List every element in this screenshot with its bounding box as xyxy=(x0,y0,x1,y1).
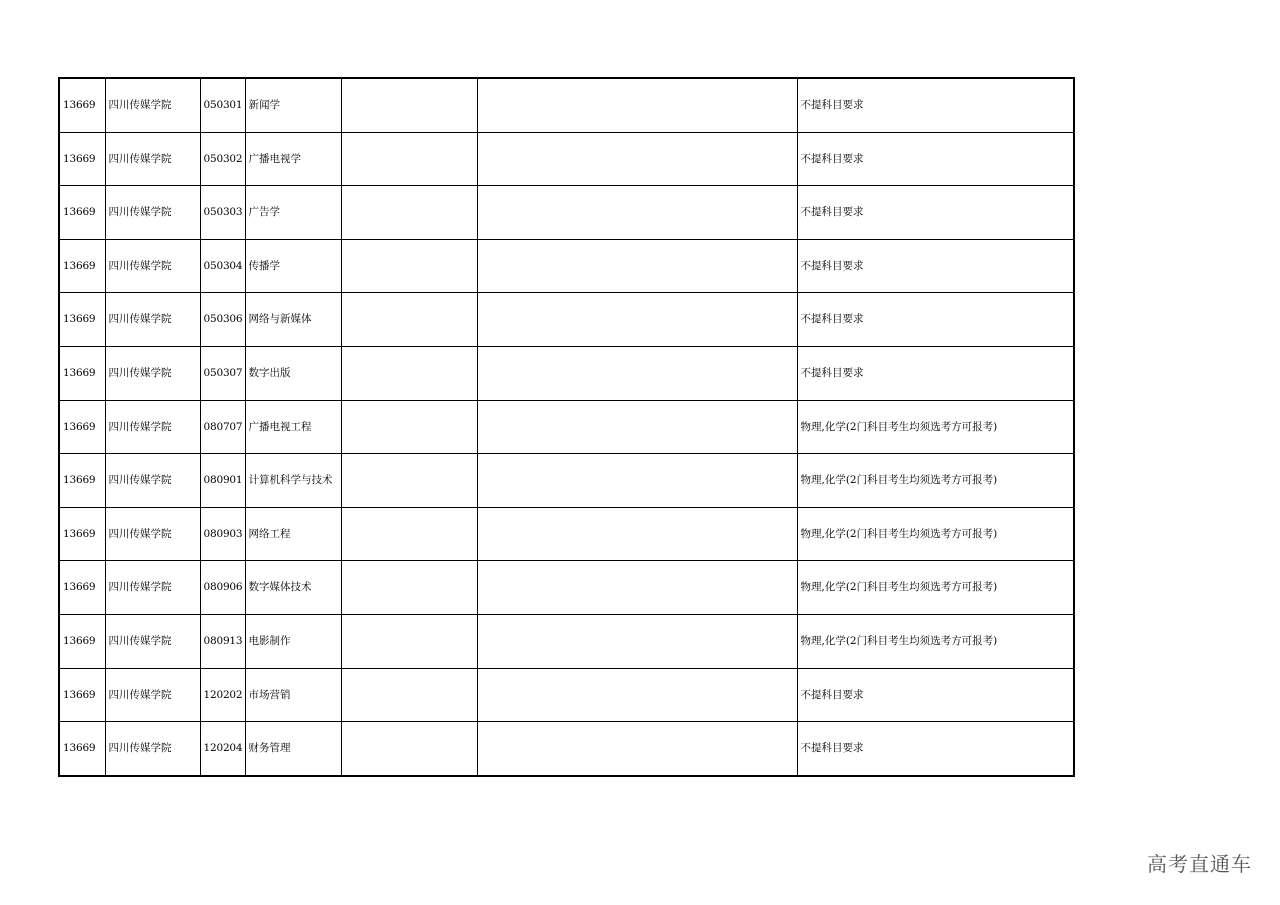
subject-requirement-cell: 不提科目要求 xyxy=(797,186,1074,240)
empty-cell xyxy=(477,668,797,722)
empty-cell xyxy=(341,132,477,186)
subject-requirement-cell: 不提科目要求 xyxy=(797,132,1074,186)
empty-cell xyxy=(477,614,797,668)
school-code-cell: 13669 xyxy=(59,186,105,240)
subject-requirement-cell: 物理,化学(2门科目考生均须选考方可报考) xyxy=(797,454,1074,508)
school-code-cell: 13669 xyxy=(59,346,105,400)
subject-requirement-cell: 不提科目要求 xyxy=(797,668,1074,722)
major-name-cell: 计算机科学与技术 xyxy=(245,454,341,508)
table-row xyxy=(59,722,1074,776)
school-code-cell: 13669 xyxy=(59,293,105,347)
table-body xyxy=(59,78,1074,776)
school-name-cell: 四川传媒学院 xyxy=(105,132,200,186)
empty-cell xyxy=(477,346,797,400)
subject-requirement-cell: 不提科目要求 xyxy=(797,346,1074,400)
major-name-cell: 数字媒体技术 xyxy=(245,561,341,615)
table-row xyxy=(59,454,1074,508)
major-code-cell: 080906 xyxy=(200,561,245,615)
empty-cell xyxy=(477,507,797,561)
major-code-cell: 080913 xyxy=(200,614,245,668)
major-name-cell: 传播学 xyxy=(245,239,341,293)
school-code-cell: 13669 xyxy=(59,239,105,293)
empty-cell xyxy=(341,400,477,454)
table-row xyxy=(59,400,1074,454)
empty-cell xyxy=(477,293,797,347)
school-code-cell: 13669 xyxy=(59,668,105,722)
table-row xyxy=(59,561,1074,615)
table-row xyxy=(59,78,1074,132)
major-name-cell: 数字出版 xyxy=(245,346,341,400)
empty-cell xyxy=(341,722,477,776)
major-name-cell: 广播电视学 xyxy=(245,132,341,186)
empty-cell xyxy=(341,668,477,722)
subject-requirement-cell: 物理,化学(2门科目考生均须选考方可报考) xyxy=(797,561,1074,615)
empty-cell xyxy=(477,400,797,454)
school-name-cell: 四川传媒学院 xyxy=(105,78,200,132)
school-code-cell: 13669 xyxy=(59,561,105,615)
empty-cell xyxy=(341,507,477,561)
major-name-cell: 广告学 xyxy=(245,186,341,240)
table-row xyxy=(59,132,1074,186)
school-code-cell: 13669 xyxy=(59,614,105,668)
school-code-cell: 13669 xyxy=(59,132,105,186)
table-row xyxy=(59,346,1074,400)
empty-cell xyxy=(341,293,477,347)
table-row xyxy=(59,239,1074,293)
empty-cell xyxy=(477,722,797,776)
subject-requirement-cell: 不提科目要求 xyxy=(797,78,1074,132)
school-name-cell: 四川传媒学院 xyxy=(105,614,200,668)
major-code-cell: 050304 xyxy=(200,239,245,293)
major-code-cell: 050306 xyxy=(200,293,245,347)
school-name-cell: 四川传媒学院 xyxy=(105,668,200,722)
school-name-cell: 四川传媒学院 xyxy=(105,400,200,454)
empty-cell xyxy=(477,561,797,615)
school-name-cell: 四川传媒学院 xyxy=(105,293,200,347)
school-name-cell: 四川传媒学院 xyxy=(105,454,200,508)
major-name-cell: 市场营销 xyxy=(245,668,341,722)
empty-cell xyxy=(477,454,797,508)
subject-requirement-cell: 不提科目要求 xyxy=(797,239,1074,293)
school-name-cell: 四川传媒学院 xyxy=(105,507,200,561)
empty-cell xyxy=(341,346,477,400)
major-code-cell: 050303 xyxy=(200,186,245,240)
empty-cell xyxy=(477,78,797,132)
table-row xyxy=(59,668,1074,722)
major-name-cell: 网络工程 xyxy=(245,507,341,561)
major-code-cell: 050302 xyxy=(200,132,245,186)
school-code-cell: 13669 xyxy=(59,454,105,508)
school-name-cell: 四川传媒学院 xyxy=(105,722,200,776)
school-code-cell: 13669 xyxy=(59,507,105,561)
school-name-cell: 四川传媒学院 xyxy=(105,239,200,293)
major-code-cell: 080901 xyxy=(200,454,245,508)
major-name-cell: 电影制作 xyxy=(245,614,341,668)
empty-cell xyxy=(477,186,797,240)
table-row xyxy=(59,186,1074,240)
empty-cell xyxy=(341,561,477,615)
major-code-cell: 120204 xyxy=(200,722,245,776)
empty-cell xyxy=(341,239,477,293)
empty-cell xyxy=(477,239,797,293)
major-name-cell: 网络与新媒体 xyxy=(245,293,341,347)
subject-requirement-cell: 不提科目要求 xyxy=(797,293,1074,347)
major-code-cell: 080707 xyxy=(200,400,245,454)
empty-cell xyxy=(341,186,477,240)
empty-cell xyxy=(341,614,477,668)
school-code-cell: 13669 xyxy=(59,400,105,454)
major-code-cell: 120202 xyxy=(200,668,245,722)
empty-cell xyxy=(341,78,477,132)
major-name-cell: 财务管理 xyxy=(245,722,341,776)
major-name-cell: 新闻学 xyxy=(245,78,341,132)
school-name-cell: 四川传媒学院 xyxy=(105,346,200,400)
major-code-cell: 080903 xyxy=(200,507,245,561)
subject-requirement-cell: 物理,化学(2门科目考生均须选考方可报考) xyxy=(797,507,1074,561)
table-row xyxy=(59,293,1074,347)
school-code-cell: 13669 xyxy=(59,722,105,776)
school-name-cell: 四川传媒学院 xyxy=(105,186,200,240)
school-code-cell: 13669 xyxy=(59,78,105,132)
subject-requirement-cell: 物理,化学(2门科目考生均须选考方可报考) xyxy=(797,614,1074,668)
school-name-cell: 四川传媒学院 xyxy=(105,561,200,615)
major-code-cell: 050307 xyxy=(200,346,245,400)
subject-requirement-cell: 不提科目要求 xyxy=(797,722,1074,776)
major-name-cell: 广播电视工程 xyxy=(245,400,341,454)
watermark: 高考直通车 xyxy=(1147,852,1252,876)
empty-cell xyxy=(341,454,477,508)
empty-cell xyxy=(477,132,797,186)
subject-requirements-table xyxy=(58,77,1075,777)
subject-requirement-cell: 物理,化学(2门科目考生均须选考方可报考) xyxy=(797,400,1074,454)
table-row xyxy=(59,614,1074,668)
table-row xyxy=(59,507,1074,561)
major-code-cell: 050301 xyxy=(200,78,245,132)
